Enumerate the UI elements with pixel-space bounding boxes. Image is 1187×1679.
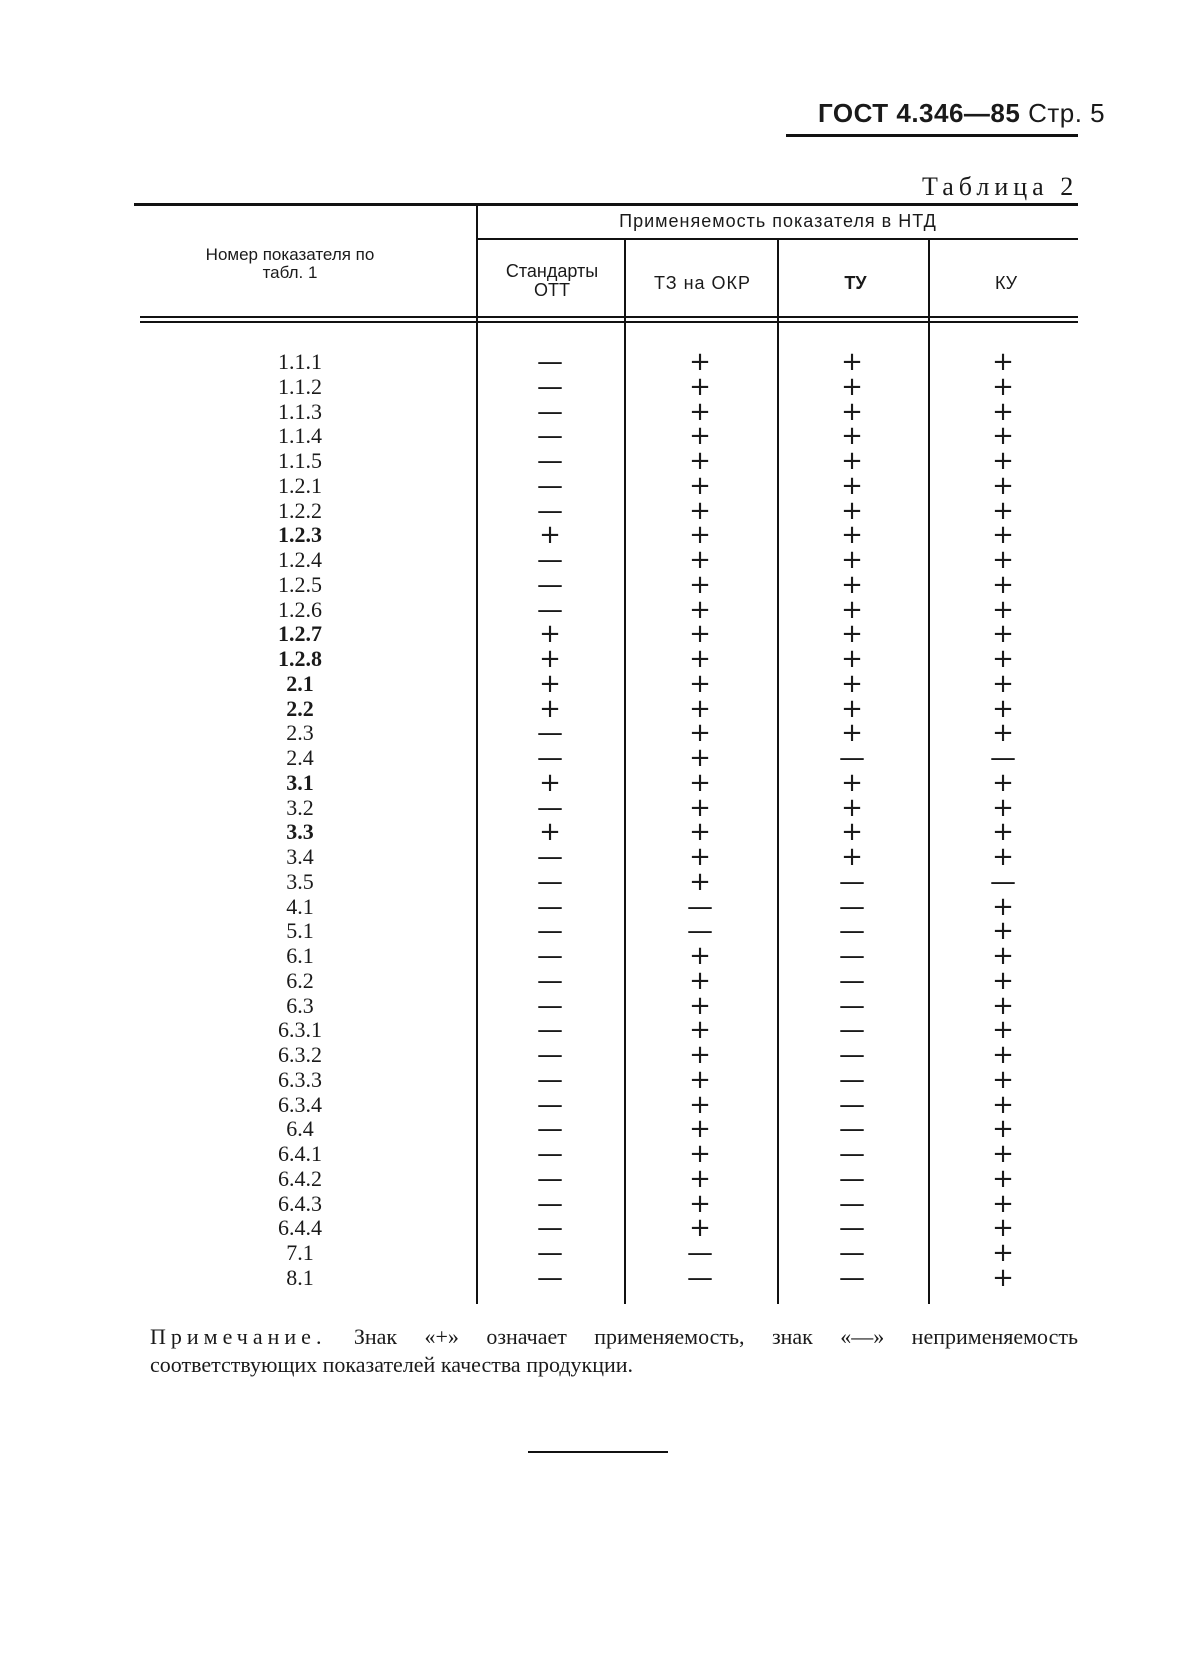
applicability-mark: — <box>839 1213 865 1244</box>
applicability-mark: — <box>687 916 713 947</box>
applicability-mark: + <box>992 842 1014 872</box>
applicability-mark: + <box>689 1089 711 1120</box>
row-header-label: Номер показателя по табл. 1 <box>205 245 375 282</box>
applicability-mark: + <box>992 1163 1014 1194</box>
applicability-mark: + <box>689 965 711 996</box>
applicability-mark: + <box>689 718 711 749</box>
applicability-mark: + <box>992 965 1014 996</box>
row-number: 1.2.4 <box>278 547 322 572</box>
row-number: 3.1 <box>286 769 314 795</box>
applicability-mark: — <box>839 1262 865 1293</box>
applicability-mark: — <box>687 891 713 922</box>
applicability-mark: + <box>992 1114 1014 1145</box>
row-number: 2.4 <box>286 745 314 770</box>
row-number: 1.2.6 <box>278 596 322 622</box>
applicability-mark: + <box>992 718 1014 749</box>
row-number: 6.4.2 <box>278 1165 322 1191</box>
applicability-mark: + <box>992 446 1014 476</box>
applicability-mark: + <box>689 470 711 501</box>
applicability-mark: — <box>537 1139 563 1169</box>
applicability-mark: + <box>992 1188 1014 1219</box>
applicability-mark: + <box>992 817 1014 848</box>
applicability-mark: + <box>992 792 1014 823</box>
applicability-mark: + <box>689 619 711 650</box>
row-number: 6.1 <box>286 943 314 968</box>
applicability-mark: — <box>537 916 563 947</box>
document-code: ГОСТ 4.346—85 <box>818 98 1021 128</box>
row-number: 6.3.2 <box>278 1042 322 1067</box>
applicability-mark: — <box>537 446 563 476</box>
applicability-mark: + <box>689 668 711 699</box>
applicability-mark: + <box>689 990 711 1021</box>
applicability-mark: + <box>539 520 561 551</box>
applicability-mark: — <box>839 1040 865 1070</box>
row-number: 3.2 <box>286 794 314 820</box>
column-divider <box>928 240 930 1304</box>
applicability-mark: + <box>992 371 1014 402</box>
header-double-rule-2 <box>140 321 1078 323</box>
applicability-mark: — <box>839 965 865 996</box>
applicability-mark: — <box>537 1213 563 1244</box>
applicability-mark: + <box>689 421 711 452</box>
applicability-mark: + <box>992 347 1014 377</box>
applicability-mark: + <box>689 743 711 773</box>
applicability-mark: — <box>537 1064 563 1095</box>
column-header-ott: Стандарты ОТТ <box>505 261 599 300</box>
row-number: 3.4 <box>286 844 314 869</box>
applicability-mark: + <box>992 1015 1014 1046</box>
applicability-mark: + <box>992 941 1014 971</box>
applicability-mark: — <box>839 1064 865 1095</box>
applicability-mark: + <box>539 619 561 650</box>
applicability-mark: — <box>839 1015 865 1046</box>
applicability-mark: — <box>839 1139 865 1169</box>
row-number: 6.3.1 <box>278 1017 322 1043</box>
applicability-mark: + <box>992 644 1014 674</box>
applicability-mark: — <box>537 1040 563 1070</box>
applicability-mark: + <box>689 371 711 402</box>
applicability-mark: — <box>537 545 563 575</box>
applicability-mark: + <box>539 644 561 674</box>
applicability-mark: + <box>689 594 711 625</box>
row-number: 1.2.8 <box>278 646 322 671</box>
applicability-mark: + <box>841 619 863 650</box>
column-divider <box>777 240 779 1304</box>
applicability-mark: + <box>992 495 1014 526</box>
column-header-ku: КУ <box>994 273 1018 293</box>
applicability-mark: + <box>841 718 863 749</box>
applicability-mark: + <box>689 495 711 526</box>
applicability-mark: + <box>992 990 1014 1021</box>
applicability-mark: — <box>537 470 563 501</box>
applicability-mark: + <box>992 693 1014 724</box>
row-number: 6.2 <box>286 967 314 993</box>
row-number: 1.2.3 <box>278 522 322 548</box>
applicability-mark: + <box>841 446 863 476</box>
applicability-mark: + <box>539 817 561 848</box>
row-number: 1.2.2 <box>278 497 322 523</box>
header-double-rule-1 <box>140 316 1078 318</box>
applicability-mark: + <box>689 347 711 377</box>
applicability-mark: — <box>687 1238 713 1268</box>
applicability-mark: — <box>537 1163 563 1194</box>
applicability-mark: + <box>992 916 1014 947</box>
applicability-mark: — <box>537 965 563 996</box>
applicability-mark: — <box>537 941 563 971</box>
applicability-mark: + <box>841 421 863 452</box>
applicability-mark: + <box>689 1015 711 1046</box>
applicability-mark: + <box>841 396 863 427</box>
table-note <box>150 1323 1078 1379</box>
applicability-mark: — <box>839 990 865 1021</box>
row-number: 2.2 <box>286 695 314 721</box>
applicability-mark: + <box>841 842 863 872</box>
applicability-mark: + <box>992 520 1014 551</box>
row-number: 6.4.3 <box>278 1190 322 1216</box>
applicability-mark: — <box>537 371 563 402</box>
applicability-mark: — <box>990 866 1016 897</box>
applicability-mark: — <box>839 1114 865 1145</box>
applicability-mark: + <box>689 1139 711 1169</box>
applicability-mark: — <box>537 1188 563 1219</box>
applicability-mark: + <box>992 619 1014 650</box>
applicability-mark: — <box>537 990 563 1021</box>
applicability-mark: — <box>839 1238 865 1268</box>
row-number: 1.2.5 <box>278 571 322 597</box>
applicability-mark: + <box>689 842 711 872</box>
applicability-mark: + <box>689 1064 711 1095</box>
applicability-mark: — <box>537 743 563 773</box>
note-text: Знак «+» означает применяемость, знак «—» неприменяемость соответствующих показателей качества продукции. <box>150 1324 1078 1377</box>
row-number: 6.4.1 <box>278 1141 322 1166</box>
applicability-mark: + <box>689 1040 711 1070</box>
row-number: 5.1 <box>286 918 314 944</box>
row-number: 3.5 <box>286 868 314 894</box>
applicability-mark: — <box>537 891 563 922</box>
applicability-mark: + <box>689 817 711 848</box>
applicability-mark: — <box>537 866 563 897</box>
table-top-rule <box>134 203 1078 206</box>
applicability-mark: + <box>841 495 863 526</box>
applicability-mark: + <box>539 693 561 724</box>
applicability-mark: + <box>689 396 711 427</box>
applicability-mark: + <box>539 767 561 798</box>
applicability-mark: — <box>839 1188 865 1219</box>
applicability-mark: — <box>687 1262 713 1293</box>
row-number: 8.1 <box>286 1264 314 1290</box>
applicability-mark: + <box>841 693 863 724</box>
applicability-mark: — <box>537 495 563 526</box>
applicability-mark: — <box>839 916 865 947</box>
row-number: 3.3 <box>286 819 314 845</box>
applicability-mark: + <box>841 644 863 674</box>
applicability-mark: + <box>689 520 711 551</box>
applicability-mark: + <box>841 347 863 377</box>
applicability-mark: + <box>689 1188 711 1219</box>
page-header <box>818 98 1105 129</box>
applicability-mark: — <box>537 1114 563 1145</box>
applicability-mark: + <box>539 668 561 699</box>
row-number: 6.4.4 <box>278 1215 322 1241</box>
applicability-mark: + <box>689 767 711 798</box>
applicability-mark: + <box>689 1163 711 1194</box>
table-caption: Таблица 2 <box>922 172 1079 201</box>
row-number: 1.1.1 <box>278 349 322 374</box>
header-rule <box>786 134 1078 137</box>
applicability-mark: + <box>689 1213 711 1244</box>
applicability-mark: — <box>839 1163 865 1194</box>
applicability-mark: + <box>689 446 711 476</box>
note-label: Примечание. <box>150 1324 327 1349</box>
applicability-mark: + <box>992 1064 1014 1095</box>
applicability-mark: + <box>841 569 863 600</box>
row-number: 2.1 <box>286 670 314 696</box>
applicability-mark: + <box>841 668 863 699</box>
applicability-mark: — <box>839 866 865 897</box>
row-number: 7.1 <box>286 1240 314 1265</box>
applicability-mark: + <box>992 1238 1014 1268</box>
applicability-mark: + <box>689 569 711 600</box>
applicability-mark: — <box>990 743 1016 773</box>
applicability-mark: + <box>689 693 711 724</box>
row-number: 1.1.3 <box>278 398 322 424</box>
applicability-mark: + <box>992 1262 1014 1293</box>
applicability-mark: + <box>992 421 1014 452</box>
applicability-mark: + <box>992 594 1014 625</box>
applicability-mark: — <box>537 347 563 377</box>
applicability-mark: — <box>537 594 563 625</box>
row-number: 6.4 <box>286 1116 314 1142</box>
applicability-mark: + <box>992 545 1014 575</box>
applicability-mark: + <box>689 941 711 971</box>
group-header-label: Применяемость показателя в НТД <box>619 211 937 231</box>
applicability-mark: + <box>992 1040 1014 1070</box>
row-number: 1.1.5 <box>278 448 322 473</box>
applicability-mark: — <box>537 1238 563 1268</box>
applicability-mark: — <box>537 718 563 749</box>
applicability-mark: — <box>839 891 865 922</box>
applicability-mark: + <box>992 891 1014 922</box>
row-number: 1.1.4 <box>278 423 322 449</box>
column-divider <box>624 240 626 1304</box>
applicability-mark: + <box>992 767 1014 798</box>
applicability-mark: — <box>537 842 563 872</box>
applicability-mark: — <box>537 396 563 427</box>
row-number: 6.3.4 <box>278 1091 322 1117</box>
applicability-mark: + <box>841 767 863 798</box>
applicability-mark: — <box>537 792 563 823</box>
applicability-mark: + <box>992 396 1014 427</box>
applicability-mark: + <box>841 371 863 402</box>
applicability-mark: + <box>689 1114 711 1145</box>
column-header-tu: ТУ <box>844 273 867 293</box>
applicability-mark: — <box>537 1089 563 1120</box>
applicability-mark: + <box>841 520 863 551</box>
applicability-mark: + <box>689 792 711 823</box>
row-number: 6.3 <box>286 992 314 1018</box>
applicability-mark: — <box>537 421 563 452</box>
applicability-mark: — <box>839 1089 865 1120</box>
applicability-mark: + <box>841 817 863 848</box>
applicability-mark: — <box>839 941 865 971</box>
applicability-mark: — <box>839 743 865 773</box>
applicability-mark: — <box>537 1015 563 1046</box>
applicability-mark: — <box>537 569 563 600</box>
applicability-mark: + <box>841 545 863 575</box>
applicability-mark: + <box>689 545 711 575</box>
row-number: 4.1 <box>286 893 314 919</box>
applicability-mark: + <box>992 1213 1014 1244</box>
applicability-mark: + <box>992 1089 1014 1120</box>
row-number: 1.2.1 <box>278 472 322 498</box>
end-rule <box>528 1451 668 1453</box>
column-header-tz: ТЗ на ОКР <box>653 273 752 293</box>
applicability-mark: + <box>689 644 711 674</box>
page-number: Стр. 5 <box>1028 98 1106 128</box>
applicability-mark: — <box>537 1262 563 1293</box>
applicability-mark: + <box>841 470 863 501</box>
applicability-mark: + <box>992 1139 1014 1169</box>
applicability-mark: + <box>841 792 863 823</box>
row-number: 1.2.7 <box>278 621 322 647</box>
applicability-mark: + <box>689 866 711 897</box>
applicability-mark: + <box>992 668 1014 699</box>
applicability-mark: + <box>992 569 1014 600</box>
applicability-mark: + <box>992 470 1014 501</box>
row-number: 2.3 <box>286 720 314 746</box>
row-number: 1.1.2 <box>278 373 322 399</box>
column-divider <box>476 206 478 1304</box>
row-number: 6.3.3 <box>278 1066 322 1092</box>
applicability-mark: + <box>841 594 863 625</box>
